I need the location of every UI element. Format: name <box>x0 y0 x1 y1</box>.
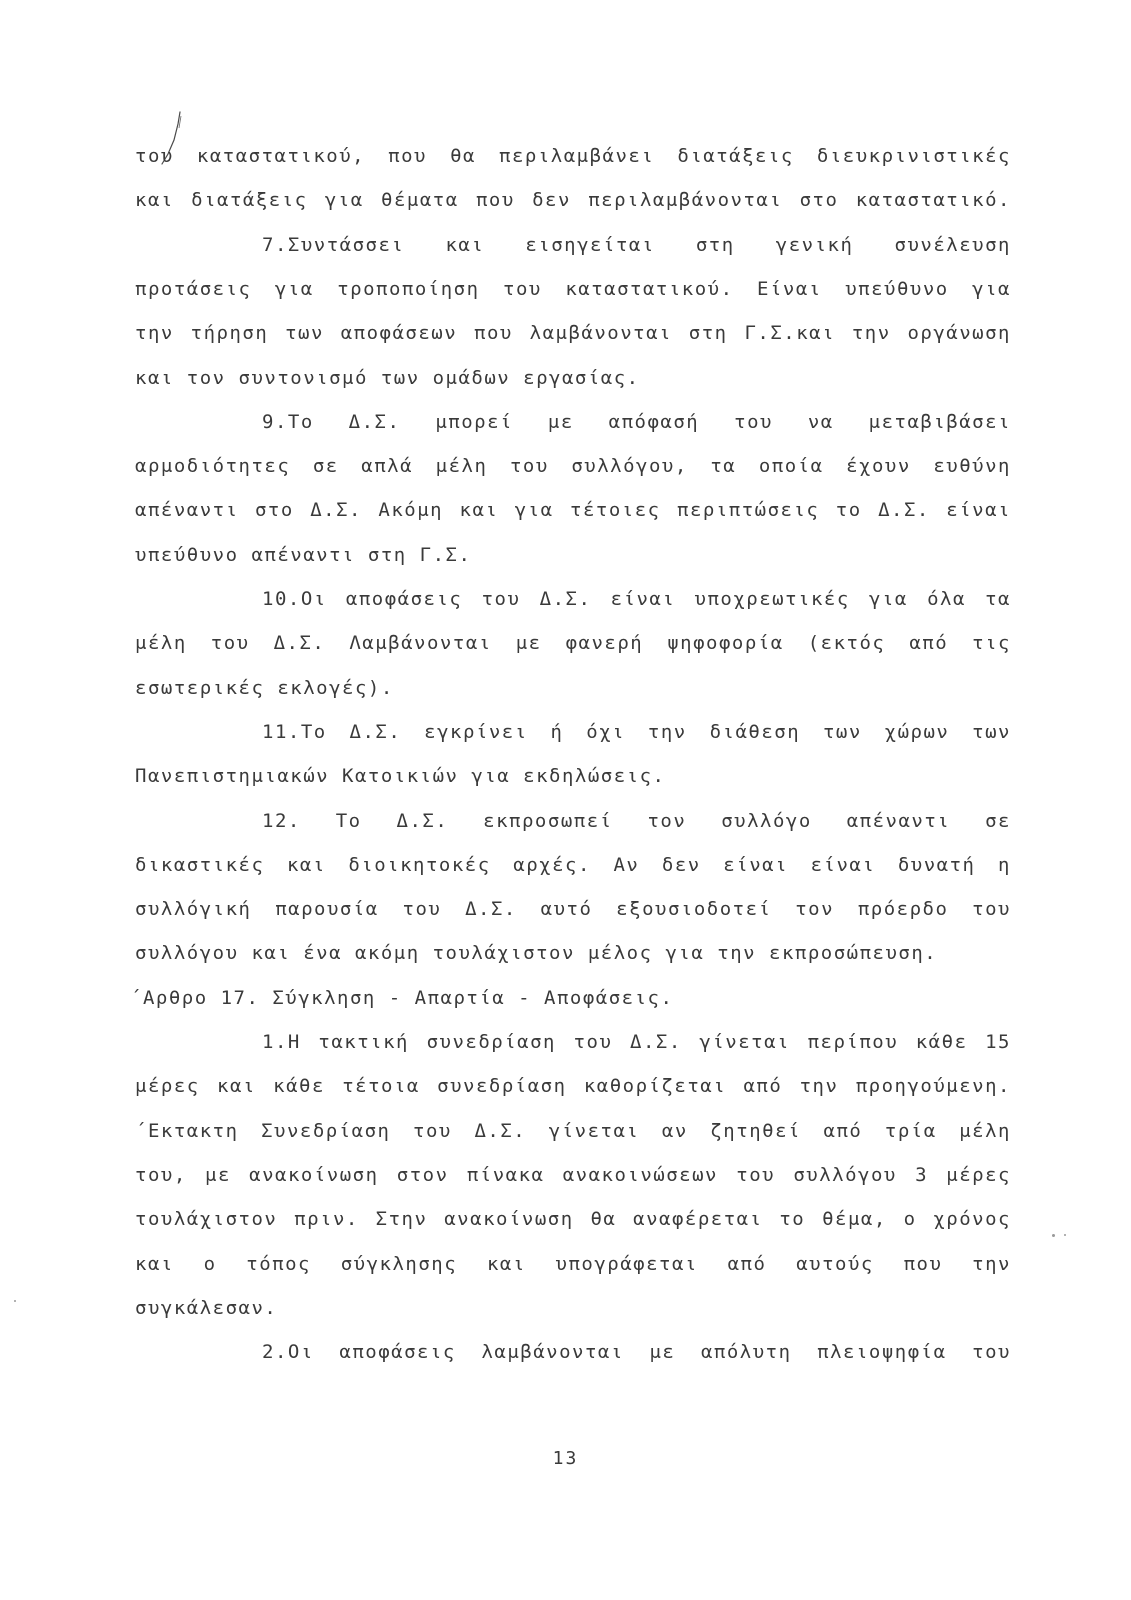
text-line: συλλόγική παρουσία του Δ.Σ. αυτό εξουσιοδοτεί τον πρόερδο του <box>135 898 1011 920</box>
text-line: του, με ανακοίνωση στον πίνακα ανακοινώσεων του συλλόγου 3 μέρες <box>135 1164 1011 1186</box>
text-line: 10.Οι αποφάσεις του Δ.Σ. είναι υποχρεωτικές για όλα τα <box>262 588 1011 610</box>
article-heading: ΄Αρθρο 17. Σύγκληση - Απαρτία - Αποφάσεις. <box>130 987 674 1009</box>
text-line: εσωτερικές εκλογές). <box>135 677 394 699</box>
text-line: δικαστικές και διοικητοκές αρχές. Αν δεν είναι είναι δυνατή η <box>135 854 1011 876</box>
text-line: συλλόγου και ένα ακόμη τουλάχιστον μέλος για την εκπροσώπευση. <box>135 942 938 964</box>
text-line: μέρες και κάθε τέτοια συνεδρίαση καθορίζεται από την προηγούμενη. <box>135 1075 1011 1097</box>
text-line: 2.Οι αποφάσεις λαμβάνονται με απόλυτη πλειοψηφία του <box>262 1341 1011 1363</box>
scan-speck <box>1052 1234 1055 1237</box>
page-number: 13 <box>552 1448 579 1469</box>
text-line: αρμοδιότητες σε απλά μέλη του συλλόγου, τα οποία έχουν ευθύνη <box>135 455 1011 477</box>
text-line: την τήρηση των αποφάσεων που λαμβάνονται στη Γ.Σ.και την οργάνωση <box>135 322 1011 344</box>
text-line: 12. Το Δ.Σ. εκπροσωπεί τον συλλόγο απέναντι σε <box>262 810 1011 832</box>
text-line: 1.Η τακτική συνεδρίαση του Δ.Σ. γίνεται περίπου κάθε 15 <box>262 1031 1011 1053</box>
text-line: τουλάχιστον πριν. Στην ανακοίνωση θα αναφέρεται το θέμα, ο χρόνος <box>135 1208 1011 1230</box>
text-line: 11.Το Δ.Σ. εγκρίνει ή όχι την διάθεση των χώρων των <box>262 721 1011 743</box>
scan-speck <box>1064 1234 1066 1236</box>
text-line: υπεύθυνο απέναντι στη Γ.Σ. <box>135 544 472 566</box>
text-line: 9.Το Δ.Σ. μπορεί με απόφασή του να μεταβιβάσει <box>262 411 1011 433</box>
text-line: ΄Εκτακτη Συνεδρίαση του Δ.Σ. γίνεται αν ζητηθεί από τρία μέλη <box>135 1120 1011 1142</box>
text-line: Πανεπιστημιακών Κατοικιών για εκδηλώσεις. <box>135 765 666 787</box>
text-line: μέλη του Δ.Σ. Λαμβάνονται με φανερή ψηφοφορία (εκτός από τις <box>135 632 1011 654</box>
text-line: απέναντι στο Δ.Σ. Ακόμη και για τέτοιες περιπτώσεις το Δ.Σ. είναι <box>135 499 1011 521</box>
text-line: του καταστατικού, που θα περιλαμβάνει διατάξεις διευκρινιστικές <box>135 145 1011 167</box>
scan-speck <box>14 1300 16 1302</box>
text-line: 7.Συντάσσει και εισηγείται στη γενική συνέλευση <box>262 234 1011 256</box>
text-line: και ο τόπος σύγκλησης και υπογράφεται από αυτούς που την <box>135 1253 1011 1275</box>
text-line: και διατάξεις για θέματα που δεν περιλαμβάνονται στο καταστατικό. <box>135 189 1011 211</box>
text-line: προτάσεις για τροποποίηση του καταστατικού. Είναι υπεύθυνο για <box>135 278 1011 300</box>
text-line: συγκάλεσαν. <box>135 1297 278 1319</box>
text-line: και τον συντονισμό των ομάδων εργασίας. <box>135 367 640 389</box>
